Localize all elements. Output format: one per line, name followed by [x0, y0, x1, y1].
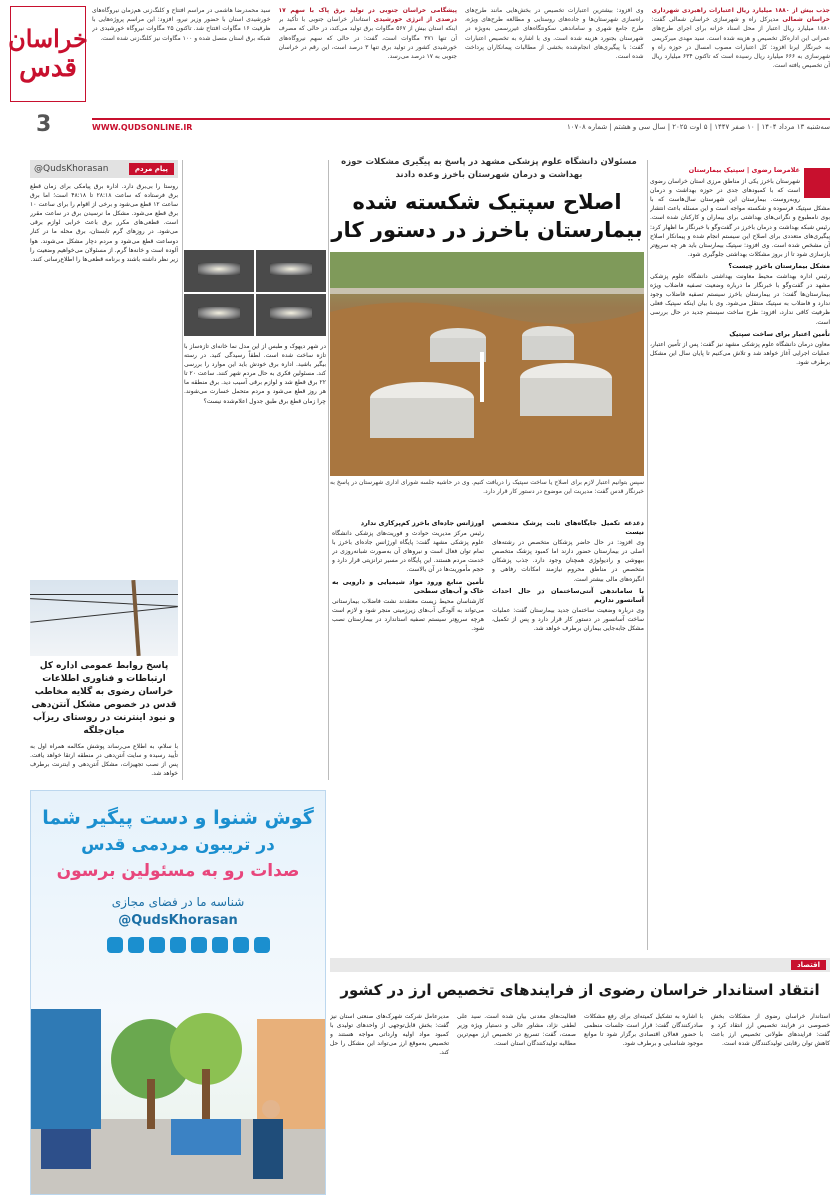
article-body-1: شهرستان باخرز یکی از مناطق مرزی استان خراسان رضوی است که با کمبودهای جدی در حوزه بهداشت و درمان روبه‌روست. بیمارستان این شهرستان سال‌هاست که با مشکل سپتیک فرسوده و شکسته مواجه است و این مسئله باعث انتشار بوی نامطبوع و نگرانی‌های بهداشتی برای بیماران و کارکنان شده است. رئیس شبکه بهداشت و درمان باخرز در گفت‌وگو با خبرنگار ما اظهار کرد: پیگیری‌های متعددی برای اصلاح این سیستم انجام شده و پیمانکار اصلاح آن مشخص شده است. وی افزود: سپتیک بیمارستان باید هر چه سریع‌تر بازسازی شود تا از بروز مشکلات بهداشتی جلوگیری شود.: [650, 178, 830, 258]
top-news-text: مدیرکل راه و شهرسازی خراسان شمالی گفت: ۱۸۸۰ میلیارد ریال اعتبار از محل اسناد خزانه برای اجرای طرح‌های عمرانی این اداره‌کل تخصیص و هزینه شده است. سید مهدی میرکریمی به خبرنگار ایرنا افزود: کل اعتبارات مصوب امسال در حوزه راه و شهرسازی به ۶۶۶ میلیارد ریال رسیده است که تاکنون ۶۳۴ میلیارد ریال آن تخصیص یافته است.: [651, 16, 830, 70]
qods-ad-banner[interactable]: [30, 790, 326, 1195]
photo-tile: [256, 294, 326, 336]
top-news-item: [465, 6, 644, 112]
ad-line2: در تریبون مردمی قدس: [81, 835, 275, 855]
top-news-item: [279, 6, 458, 112]
septic-illustration: [330, 252, 644, 476]
column-divider: [182, 160, 183, 780]
photo-caption: [330, 478, 644, 496]
ad-handle[interactable]: @QudsKhorasan: [118, 913, 238, 928]
article-right-column: [650, 166, 830, 956]
igap-icon[interactable]: [233, 937, 249, 953]
top-news-lead: پیشگامی خراسان جنوبی در تولید برق پاک با سهم ۱۷ درصدی از انرژی خورشیدی: [278, 7, 457, 24]
photo-tile: [184, 294, 254, 336]
response-news-title: پاسخ روابط عمومی اداره کل ارتباطات و فناوری اطلاعات خراسان رضوی به گلایه مخاطب قدس در خصوص مشکل آنتن‌دهی و نبود اینترنت در روستای ریزآب میان‌جلگه: [31, 661, 177, 736]
ad-line4: شناسه ما در فضای مجازی: [111, 895, 245, 909]
social-handle[interactable]: @QudsKhorasan: [34, 164, 109, 174]
top-news-lead: جذب بیش از ۱۸۸۰ میلیارد ریال اعتبارات راهبردی شهرداری خراسان شمالی: [651, 7, 830, 24]
wire-line: [30, 594, 178, 595]
aparat-icon[interactable]: [254, 937, 270, 953]
readers-messages-column: [30, 182, 178, 598]
page-number: 3: [36, 112, 52, 137]
photo-caption-text: سپس بتوانیم اعتبار لازم برای اصلاح یا ساخت سپتیک را دریافت کنیم. وی در حاشیه جلسه شورای اداری شهرستان در پاسخ به خبرنگار قدس گفت: مدیریت این موضوع در دستور کار قرار دارد.: [330, 479, 644, 495]
article-body-6: رئیس مرکز مدیریت حوادث و فوریت‌های پزشکی دانشگاه علوم پزشکی مشهد گفت: پایگاه اورژانس جاده‌ای باخرز با تمام توان فعال است و نیروهای آن به‌صورت شبانه‌روزی در خدمت مردم هستند. این پایگاه در مسیر ترانزیتی قرار دارد و حجم مأموریت‌ها در آن بالاست.: [332, 530, 484, 574]
lighting-photos: [184, 250, 326, 336]
ad-street-illustration: [31, 969, 326, 1195]
article-body-7: کارشناسان محیط زیست معتقدند نشت فاضلاب بیمارستانی می‌تواند به آلودگی آب‌های زیرزمینی منجر شود و لازم است هرچه سریع‌تر سیستم تصفیه استاندارد در بیمارستان نصب شود.: [332, 597, 484, 633]
pole-shape: [131, 580, 140, 656]
masthead-logo: [10, 6, 86, 102]
top-news-text: سید محمدرضا هاشمی در مراسم افتتاح و کلنگ‌زنی هم‌زمان نیروگاه‌های خورشیدی استان با حضور وزیر نیرو، افزود: این مراسم پروژه‌هایی با ظرفیت ۱۶ مگاوات افتتاح شد. تاکنون ۲۵ مگاوات نیروگاه خورشیدی در شبکه برق استان متصل شده و ۱۰۰ مگاوات نیز کلنگ‌زنی شده است.: [92, 7, 271, 42]
meta-bar: [92, 118, 830, 132]
logo-line1: خراسان: [8, 24, 88, 53]
telegram-icon[interactable]: [107, 937, 123, 953]
social-icons: [107, 937, 270, 953]
article-subhead: با ساماندهی آنتی‌ساختمان در حال احداث آسانسور نداریم: [492, 586, 644, 604]
article-body-2: رئیس اداره بهداشت محیط معاونت بهداشتی دانشگاه علوم پزشکی مشهد در گفت‌وگو با خبرنگار ما درباره وضعیت تصفیه فاضلاب ویژه بیمارستان‌ها گفت: در بیمارستان باخرز سیستم تصفیه فاضلاب وجود ندارد و فاضلاب به سپتیک منتقل می‌شود. وی با بیان اینکه سپتیک فعلی ظرفیت کافی ندارد، افزود: طرح ساخت سیستم جدید در حال بررسی است.: [650, 273, 830, 326]
economy-column: مدیرعامل شرکت شهرک‌های صنعتی استان نیز گفت: بخش قابل‌توجهی از واحدهای تولیدی با کمبود مواد اولیه وارداتی مواجه هستند و تخصیص به‌موقع ارز می‌تواند این مشکل را حل کند.: [330, 1013, 449, 1056]
ad-line3: صدات رو به مسئولین برسون: [56, 861, 300, 881]
article-column-mid-1: [492, 516, 644, 956]
economy-tag: اقتصاد: [791, 960, 826, 970]
article-subhead: اورژانس جاده‌ای باخرز کم‌پرکاری ندارد: [360, 519, 484, 527]
logo-line2: قدس: [19, 53, 77, 83]
article-headline: اصلاح سپتیک شکسته شده بیمارستان باخرز در دستور کار: [331, 190, 643, 242]
top-news-text: استاندار خراسان جنوبی با تأکید بر اینکه استان بیش از ۵۶۷ مگاوات برق تولید می‌کند، در حالی که مصرف آن تنها ۳۷۱ مگاوات است، گفت: در حالی که سهم نیروگاه‌های خورشیدی کشور در تولید برق تنها ۳ درصد است، این رقم در خراسان جنوبی به ۱۷ درصد می‌رسد.: [278, 16, 457, 61]
economy-column: فعالیت‌های معدنی بیان شده است. سید علی لطفی نژاد، مشاور عالی و دستیار ویژه وزیر صمت، گفت: تسریع در تخصیص ارز مهم‌ترین مطالبه تولیدکنندگان استان است.: [457, 1013, 576, 1047]
septic-tank-photo: [330, 252, 644, 476]
readers-messages-text-2: در شهر دیهوک و طبس از این مدل نما خانه‌ای تازه‌ساز با تازه ساخت شده است. لطفاً رسیدگی کنید. در رسته بیگیر باشید. اداره برق خودش باید این موارد را بررسی کند. مسئولین فکری به حال مردم شهر کنند. ساعت ۲۰ تا ۲۲ برق قطع شد و لوازم برقی آسیب دید. برق منطقه ما هر روز قطع می‌شود و مردم متحمل خسارت می‌شوند. چرا زمان قطع برق طبق جدول اعلام‌شده نیست؟: [184, 343, 326, 405]
economy-column: با اشاره به تشکیل کمیته‌ای برای رفع مشکلات صادرکنندگان گفت: قرار است جلسات منظمی با حضور فعالان اقتصادی برگزار شود تا موانع موجود شناسایی و برطرف شود.: [584, 1013, 703, 1047]
article-subhead: دغدغه تکمیل جایگاه‌های ثابت پزشک متخصص نیست: [492, 519, 644, 537]
ad-line1: گوش شنوا و دست پیگیر شما: [42, 807, 314, 829]
top-news-strip: [92, 6, 830, 112]
readers-messages-text: روستا را بی‌برق دارد. اداره برق پیامکی برای زمان قطع برق فرستاده که ساعت ۲۸:۱۸ تا ۴۸:۱۸ است؛ اما برق ساعت ۱۲ قطع می‌شود و برخی از اقوام را برای ساعت ۱۰ برق قطع می‌شود. مشکل ما نرسیدن برق در ساعت مقرر است. قطعی‌های مکرر برق باعث خرابی لوازم برقی می‌شود. در روزهای گرم تابستان، برق محله ما در کنار دوساعت قطع می‌شود و مردم دچار مشکل می‌شوند. هوا آلوده است و خانه‌ها گرم. از مسئولان می‌خواهیم وضعیت را زیر نظر داشته باشند و برنامه قطعی‌ها را اطلاع‌رسانی کنند.: [30, 183, 178, 263]
bale-icon[interactable]: [149, 937, 165, 953]
eitaa-icon[interactable]: [128, 937, 144, 953]
economy-section-bar: [330, 958, 830, 972]
rubika-icon[interactable]: [170, 937, 186, 953]
power-pole-photo: [30, 580, 178, 656]
instagram-icon[interactable]: [212, 937, 228, 953]
issue-meta: سه‌شنبه ۱۳ مرداد ۱۴۰۴ | ۱۰ صفر ۱۴۴۷ | ۵ اوت ۲۰۲۵ | سال سی و هشتم | شماره ۱۰۷۰۸: [566, 123, 830, 131]
article-subhead: مشکل بیمارستان باخرز چیست؟: [728, 261, 830, 270]
column-divider: [328, 160, 329, 780]
article-body-4: وی افزود: در حال حاضر پزشکان متخصص در رشته‌های اصلی در بیمارستان حضور دارند اما کمبود پزشک متخصص بیهوشی و رادیولوژی همچنان وجود دارد. جذب پزشکان متخصص در مناطق محروم نیازمند امکانات رفاهی و انگیزه‌های مالی بیشتر است.: [492, 539, 644, 583]
wire-line: [30, 606, 177, 622]
top-news-item: [92, 6, 271, 112]
article-author: غلامرضا رضوی | سپتیک بیمارستان: [688, 166, 800, 174]
photo-tile: [256, 250, 326, 292]
top-news-item: [652, 6, 831, 112]
article-kicker: مسئولان دانشگاه علوم پزشکی مشهد در پاسخ به پیگیری مشکلات حوزه بهداشت و درمان شهرستان باخرز وعده دادند: [341, 157, 637, 180]
readers-section-header: [30, 160, 178, 178]
economy-columns: [330, 1012, 830, 1194]
article-subhead: تأمین منابع ورود مواد شیمیایی و دارویی به خاک و آب‌های سطحی: [332, 577, 484, 595]
top-news-text: وی افزود: بیشترین اعتبارات تخصیص در بخش‌هایی مانند طرح‌های راه‌سازی شهرستان‌ها و جاده‌های روستایی و مطالعه طرح‌های ویژه، طرح جامع شهری و ساماندهی سکونتگاه‌های غیررسمی به‌ویژه در شهرستان بجنورد هزینه شده است. وی با اشاره به تخصیص اعتبارات گفت: با پیگیری‌های انجام‌شده بخشی از مطالبات پیمانکاران پرداخت شده است.: [465, 7, 644, 61]
dropcap-block: [804, 168, 830, 198]
wire-line: [30, 598, 178, 607]
article-body-5: وی درباره وضعیت ساختمان جدید بیمارستان گفت: عملیات ساخت آسانسور در دستور کار قرار دارد و پس از تکمیل، مشکل جابه‌جایی بیماران برطرف خواهد شد.: [492, 606, 644, 633]
response-news-box: [30, 660, 178, 780]
response-news-text: با سلام، به اطلاع می‌رساند پوشش مکالمه همراه اول به تأیید رسیده و سایت آنتن‌دهی در منطقه ارتقا خواهد یافت. پس از نصب تجهیزات، مشکل آنتن‌دهی و اینترنت برطرف خواهد شد.: [30, 743, 178, 778]
economy-column: استاندار خراسان رضوی از مشکلات بخش خصوصی در فرایند تخصیص ارز انتقاد کرد و گفت: فرایندهای طولانی تخصیص ارز باعث کاهش توان رقابتی تولیدکنندگان شده است.: [711, 1013, 830, 1047]
section-tag: پیام مردم: [129, 163, 174, 175]
article-subhead: تأمین اعتبار برای ساخت سپتیک: [729, 329, 830, 338]
photo-tile: [184, 250, 254, 292]
site-url[interactable]: WWW.QUDSONLINE.IR: [92, 122, 193, 132]
economy-headline: انتقاد استاندار خراسان رضوی از فرایندهای تخصیص ارز در کشور: [340, 981, 820, 999]
soroush-icon[interactable]: [191, 937, 207, 953]
column-divider: [647, 160, 648, 950]
article-body-3: معاون درمان دانشگاه علوم پزشکی مشهد نیز گفت: پس از تأمین اعتبار، عملیات اجرایی آغاز خواهد شد و تلاش می‌کنیم تا پایان سال این مشکل برطرف شود.: [650, 340, 830, 366]
article-column-mid-2: [332, 516, 484, 956]
